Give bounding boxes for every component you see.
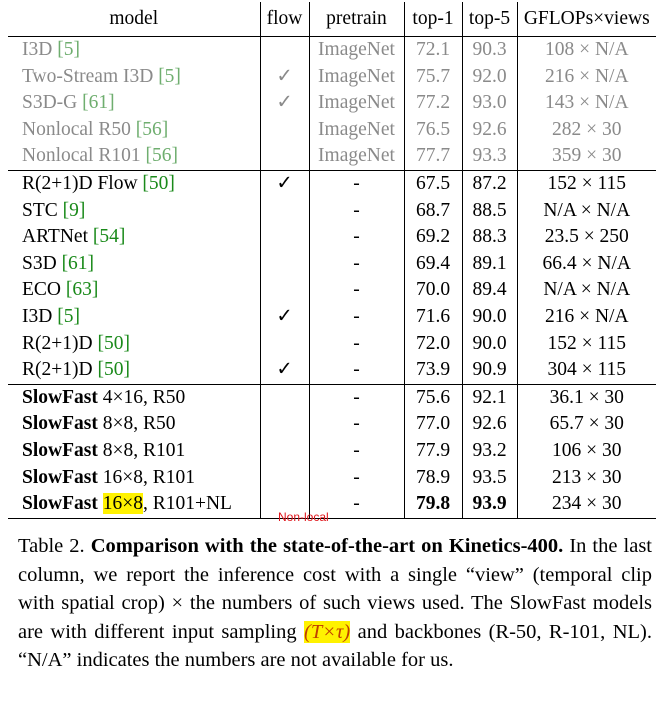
model-cell	[8, 384, 260, 411]
top5-cell: 89.1	[462, 251, 517, 278]
top5-cell: 90.0	[462, 331, 517, 358]
model-name: SlowFast	[22, 386, 98, 408]
citation-link: [54]	[92, 226, 126, 248]
top1-cell: 67.5	[404, 170, 462, 197]
top5-cell: 92.1	[462, 384, 517, 411]
sampling-value: 16×8	[102, 466, 143, 488]
model-backbone: , R50	[133, 413, 176, 435]
caption-text-2: and backbones (R-50, R-101, NL). “N/A” indicates the numbers are not available for us.	[18, 620, 652, 672]
citation-link: [50]	[97, 359, 130, 381]
citation-link: [9]	[62, 199, 86, 221]
gflops-cell: 152 × 115	[517, 170, 656, 197]
model-cell	[8, 465, 260, 492]
table-row	[8, 198, 656, 225]
model-cell	[8, 198, 260, 225]
sampling-value: 16×8	[102, 493, 143, 515]
table-row	[8, 251, 656, 278]
gflops-cell: 359 × 30	[517, 143, 656, 170]
pretrain-cell: -	[309, 277, 404, 304]
flow-cell	[260, 224, 309, 251]
pretrain-cell: -	[309, 224, 404, 251]
flow-cell	[260, 251, 309, 278]
model-name: R(2+1)D	[22, 332, 98, 354]
pretrain-cell: ImageNet	[309, 64, 404, 91]
table-row	[8, 37, 656, 64]
top5-cell: 93.0	[462, 90, 517, 117]
table-row	[8, 224, 656, 251]
top1-cell: 69.4	[404, 251, 462, 278]
model-cell	[8, 304, 260, 331]
flow-cell: ✓	[260, 170, 309, 197]
top5-cell: 92.6	[462, 411, 517, 438]
sampling-value: 8×8	[102, 439, 134, 461]
table-row	[8, 411, 656, 438]
flow-cell	[260, 117, 309, 144]
flow-cell	[260, 37, 309, 64]
model-name: SlowFast	[22, 493, 98, 515]
pretrain-cell: ImageNet	[309, 117, 404, 144]
model-name: S3D-G	[22, 92, 83, 114]
gflops-cell: 234 × 30	[517, 491, 656, 518]
model-cell	[8, 277, 260, 304]
pretrain-cell: ImageNet	[309, 37, 404, 64]
top1-cell: 68.7	[404, 198, 462, 225]
top5-cell: 88.3	[462, 224, 517, 251]
citation-link: [56]	[135, 118, 169, 140]
table-row	[8, 143, 656, 170]
top5-cell: 90.9	[462, 357, 517, 384]
model-name: Nonlocal R101	[22, 145, 146, 167]
pretrain-cell: -	[309, 384, 404, 411]
caption-title: Comparison with the state-of-the-art on Kinetics-400	[90, 535, 559, 557]
results-table-container	[8, 2, 656, 519]
top1-cell: 69.2	[404, 224, 462, 251]
model-backbone: , R101	[142, 466, 195, 488]
sampling-value: 4×16	[102, 386, 143, 408]
header-gflops: GFLOPs×views	[517, 2, 656, 37]
table-body	[8, 37, 656, 519]
pretrain-cell: ImageNet	[309, 90, 404, 117]
gflops-cell: 65.7 × 30	[517, 411, 656, 438]
top5-cell: 87.2	[462, 170, 517, 197]
flow-cell	[260, 384, 309, 411]
model-cell	[8, 37, 260, 64]
top1-cell: 76.5	[404, 117, 462, 144]
best-top5: 93.9	[472, 493, 507, 515]
citation-link: [61]	[82, 92, 115, 114]
citation-link: [63]	[65, 279, 99, 301]
flow-cell: ✓	[260, 90, 309, 117]
pretrain-cell: -	[309, 411, 404, 438]
top1-cell: 77.2	[404, 90, 462, 117]
flow-cell: ✓	[260, 304, 309, 331]
top5-cell: 90.0	[462, 304, 517, 331]
top5-cell: 93.3	[462, 143, 517, 170]
sampling-value: 8×8	[102, 413, 134, 435]
flow-cell	[260, 465, 309, 492]
top5-cell: 93.2	[462, 438, 517, 465]
flow-cell: ✓	[260, 357, 309, 384]
citation-link: [50]	[142, 172, 175, 194]
best-top1: 79.8	[415, 493, 451, 515]
results-table	[8, 2, 656, 519]
table-header-row	[8, 2, 656, 37]
header-top5: top-5	[462, 2, 517, 37]
flow-cell	[260, 143, 309, 170]
gflops-cell: 143 × N/A	[517, 90, 656, 117]
table-row	[8, 277, 656, 304]
top5-cell: 92.6	[462, 117, 517, 144]
top5-cell: 88.5	[462, 198, 517, 225]
table-row	[8, 465, 656, 492]
pretrain-cell: ImageNet	[309, 143, 404, 170]
model-cell	[8, 224, 260, 251]
pretrain-cell: -	[309, 465, 404, 492]
table-row	[8, 491, 656, 518]
pretrain-cell: -	[309, 331, 404, 358]
top5-cell	[462, 491, 517, 518]
citation-link: [5]	[57, 39, 80, 60]
gflops-cell: 152 × 115	[517, 331, 656, 358]
header-top1: top-1	[404, 2, 462, 37]
table-row	[8, 304, 656, 331]
gflops-cell: 213 × 30	[517, 465, 656, 492]
caption-title-end: .	[558, 535, 564, 557]
model-name: SlowFast	[22, 439, 98, 461]
citation-link: [5]	[158, 65, 181, 87]
caption-sampling-symbol: (T×τ)	[304, 620, 351, 643]
pretrain-cell: -	[309, 251, 404, 278]
gflops-cell: N/A × N/A	[517, 198, 656, 225]
model-cell	[8, 117, 260, 144]
gflops-cell: 36.1 × 30	[517, 384, 656, 411]
model-name: I3D	[22, 39, 58, 60]
top5-cell: 89.4	[462, 277, 517, 304]
gflops-cell: 23.5 × 250	[517, 224, 656, 251]
pretrain-cell: -	[309, 198, 404, 225]
gflops-cell: 304 × 115	[517, 357, 656, 384]
model-backbone: , R101	[133, 439, 186, 461]
model-cell	[8, 331, 260, 358]
top1-cell: 77.9	[404, 438, 462, 465]
model-backbone: , R101+NL	[142, 493, 232, 515]
flow-cell	[260, 438, 309, 465]
table-row	[8, 357, 656, 384]
pretrain-cell: -	[309, 438, 404, 465]
gflops-cell: N/A × N/A	[517, 277, 656, 304]
table-row	[8, 170, 656, 197]
flow-cell	[260, 198, 309, 225]
model-name: S3D	[22, 252, 62, 274]
gflops-cell: 108 × N/A	[517, 37, 656, 64]
top1-cell	[404, 491, 462, 518]
header-model: model	[8, 2, 260, 37]
table-row	[8, 331, 656, 358]
model-cell	[8, 438, 260, 465]
model-cell	[8, 90, 260, 117]
caption-label: Table 2.	[18, 535, 91, 557]
citation-link: [50]	[97, 332, 130, 354]
model-name: R(2+1)D	[22, 359, 98, 381]
gflops-cell: 66.4 × N/A	[517, 251, 656, 278]
model-cell	[8, 143, 260, 170]
top1-cell: 75.7	[404, 64, 462, 91]
pretrain-cell: -	[309, 357, 404, 384]
table-caption	[18, 532, 652, 675]
citation-link: [5]	[57, 305, 80, 327]
top1-cell: 75.6	[404, 384, 462, 411]
model-name: Two-Stream I3D	[22, 65, 159, 87]
model-name: SlowFast	[22, 466, 98, 488]
gflops-cell: 216 × N/A	[517, 304, 656, 331]
top1-cell: 70.0	[404, 277, 462, 304]
top1-cell: 78.9	[404, 465, 462, 492]
table-row	[8, 438, 656, 465]
table-row	[8, 117, 656, 144]
model-name: SlowFast	[22, 413, 98, 435]
model-name: Nonlocal R50	[22, 118, 136, 140]
pretrain-cell: -	[309, 491, 404, 518]
gflops-cell: 282 × 30	[517, 117, 656, 144]
model-name: STC	[22, 199, 63, 221]
top5-cell: 92.0	[462, 64, 517, 91]
table-row	[8, 64, 656, 91]
model-name: R(2+1)D Flow	[22, 172, 143, 194]
citation-link: [61]	[61, 252, 95, 274]
gflops-cell: 216 × N/A	[517, 64, 656, 91]
top1-cell: 72.1	[404, 37, 462, 64]
model-cell	[8, 170, 260, 197]
top1-cell: 77.7	[404, 143, 462, 170]
flow-cell: ✓	[260, 64, 309, 91]
top5-cell: 90.3	[462, 37, 517, 64]
top1-cell: 77.0	[404, 411, 462, 438]
table-row	[8, 90, 656, 117]
model-name: ECO	[22, 279, 66, 301]
model-cell	[8, 64, 260, 91]
top1-cell: 73.9	[404, 357, 462, 384]
model-name: ARTNet	[22, 226, 93, 248]
top1-cell: 72.0	[404, 331, 462, 358]
top1-cell: 71.6	[404, 304, 462, 331]
top5-cell: 93.5	[462, 465, 517, 492]
pretrain-cell: -	[309, 170, 404, 197]
model-name: I3D	[22, 305, 58, 327]
flow-cell	[260, 331, 309, 358]
citation-link: [56]	[145, 145, 178, 167]
handwritten-annotation: Non-local	[278, 510, 329, 524]
model-cell	[8, 357, 260, 384]
header-flow: flow	[260, 2, 309, 37]
pretrain-cell: -	[309, 304, 404, 331]
caption-text-1: In the last column, we report the inference cost with a single “view” (temporal clip with spatial crop) × the numbers of such views used. The SlowFast models are with different input sampling	[18, 535, 652, 643]
flow-cell	[260, 277, 309, 304]
header-pretrain: pretrain	[309, 2, 404, 37]
gflops-cell: 106 × 30	[517, 438, 656, 465]
table-row	[8, 384, 656, 411]
model-cell	[8, 411, 260, 438]
model-backbone: , R50	[142, 386, 186, 408]
flow-cell	[260, 411, 309, 438]
model-cell	[8, 491, 260, 518]
model-cell	[8, 251, 260, 278]
